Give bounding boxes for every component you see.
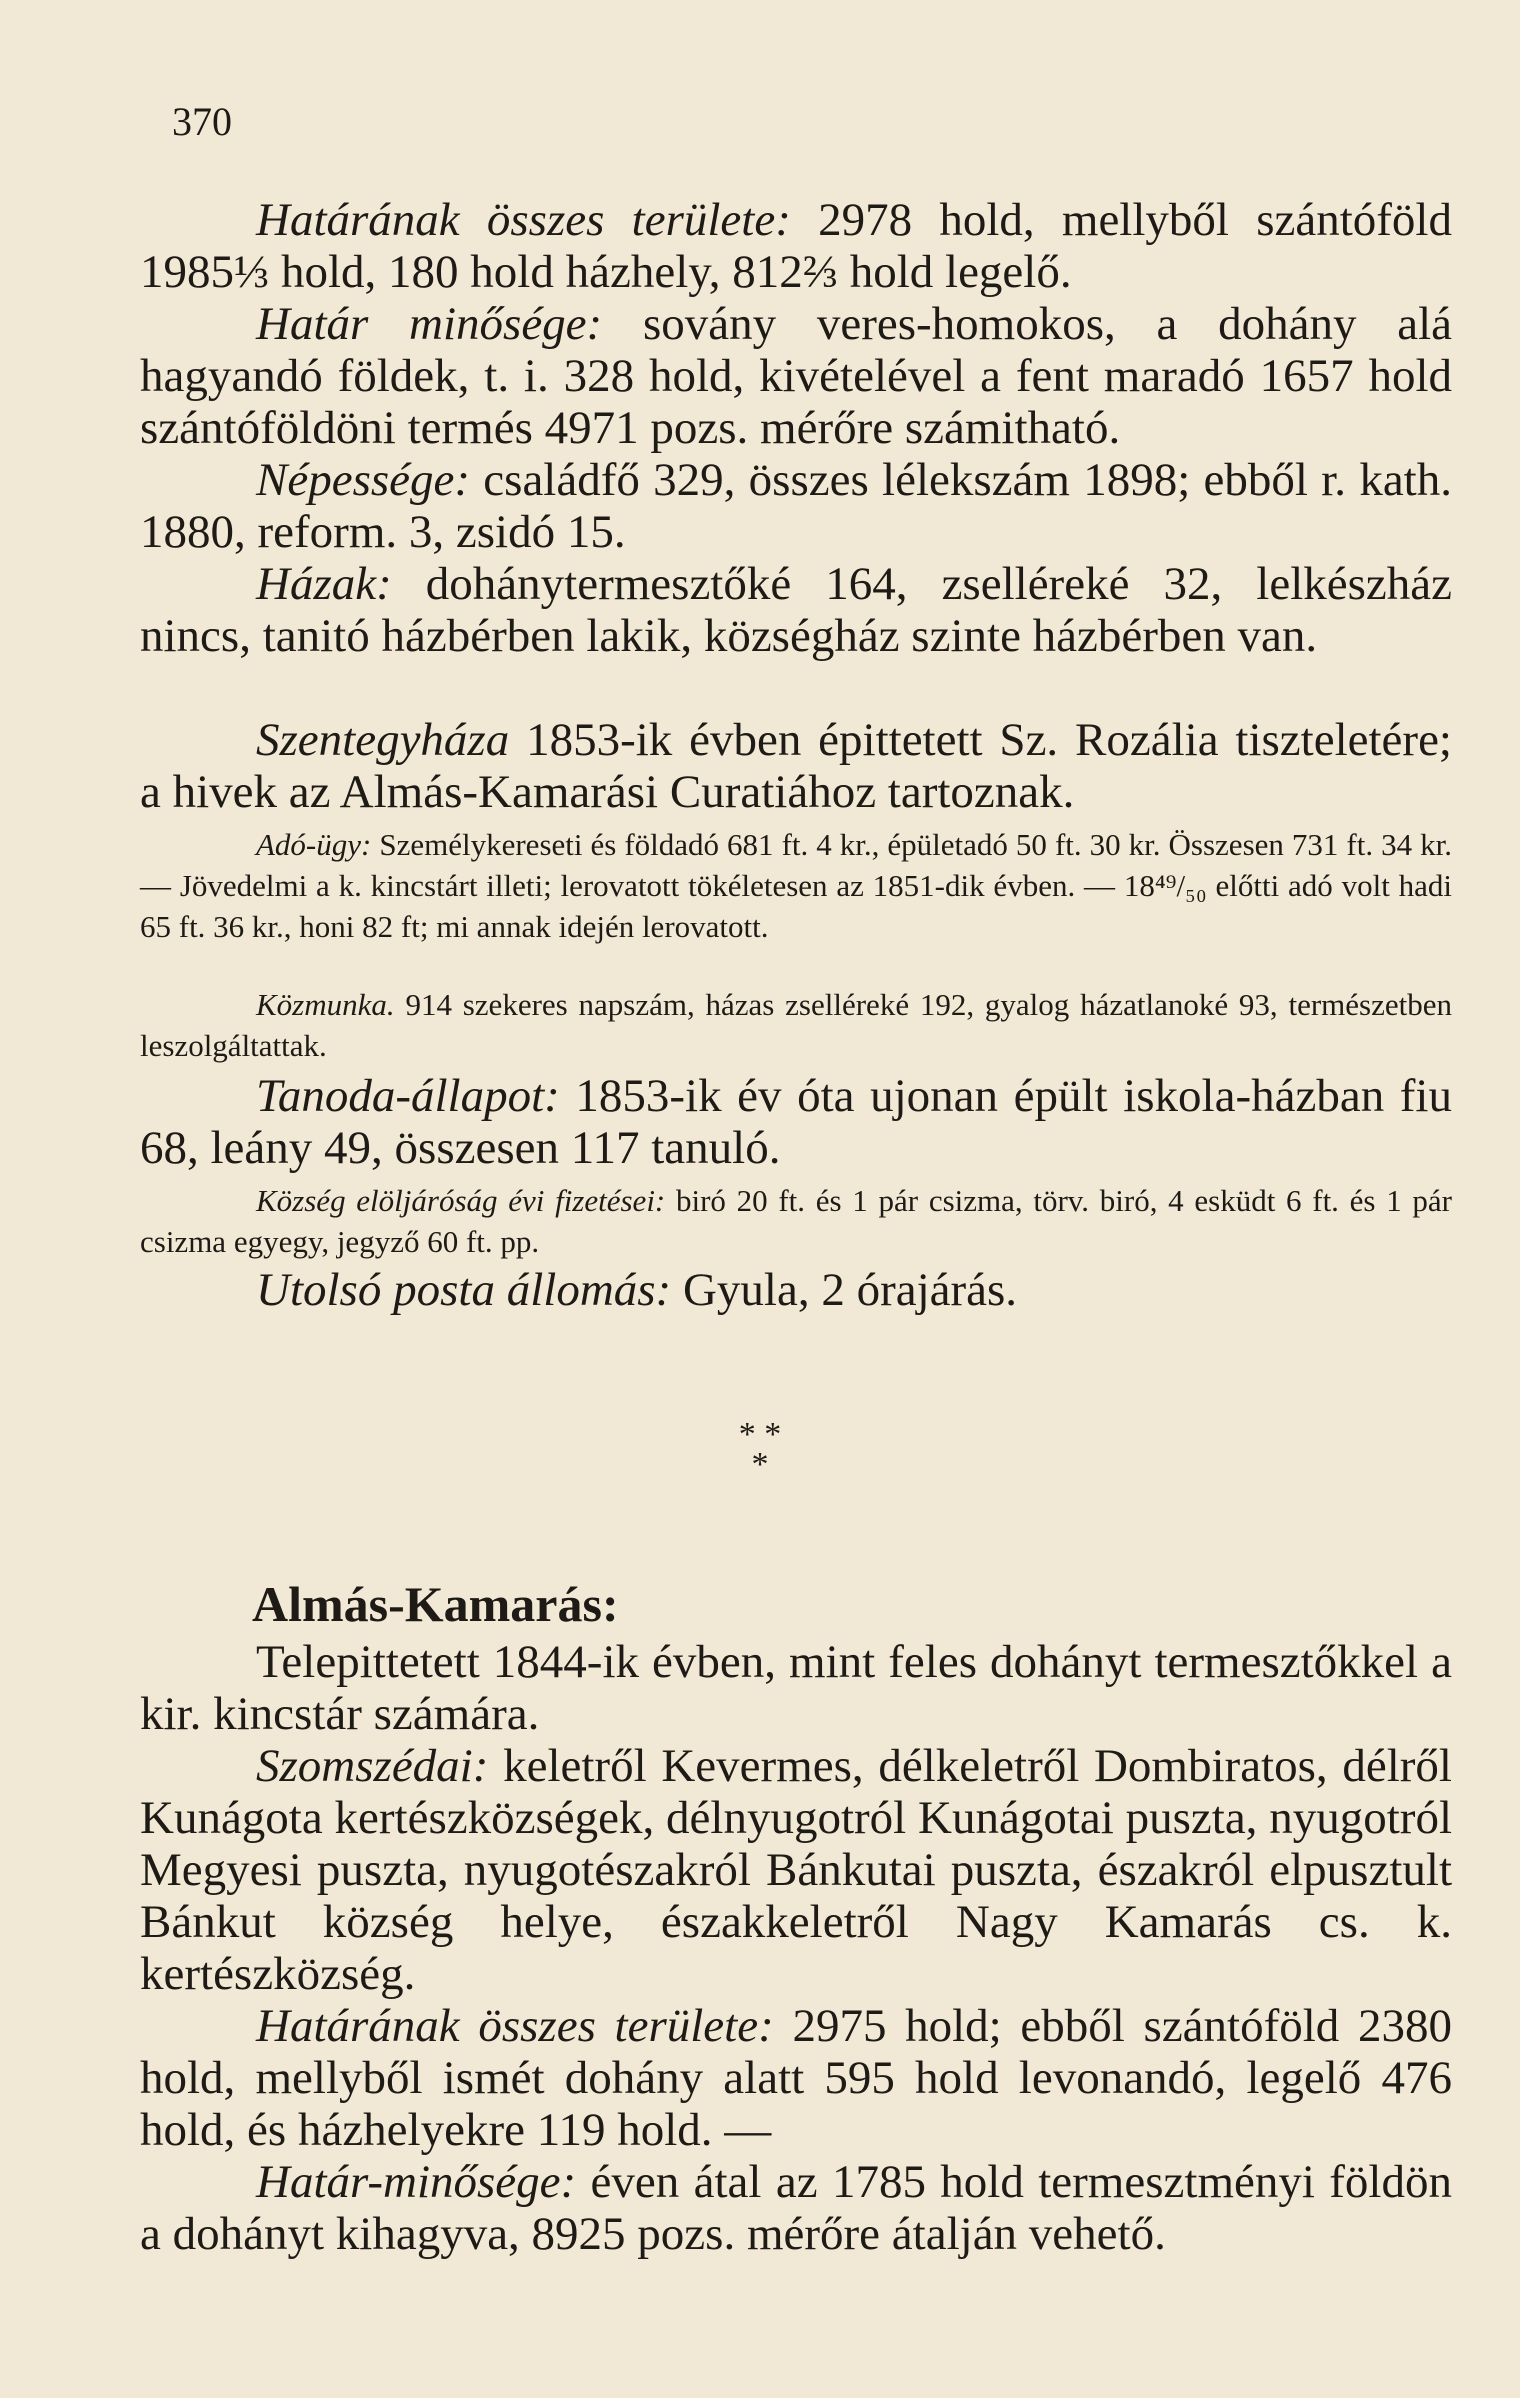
text-founded: Telepittetett 1844-ik évben, mint feles dohányt termesztőkkel a kir. kincstár számára. (140, 1636, 1452, 1740)
label-neighbours: Szomszédai: (256, 1740, 504, 1792)
text-tax: Személykereseti és földadó 681 ft. 4 kr., épületadó 50 ft. 30 kr. Összesen 731 ft. 34 kr. — Jövedelmi a k. kincstárt illeti; lerovatott tökéletesen az 1851-dik évben. — 18⁴⁹/₅₀ előtti adó volt hadi 65 ft. 36 kr., honi 82 ft; mi annak idején lerovatott. (140, 827, 1452, 944)
text-post: Gyula, 2 órajárás. (682, 1264, 1018, 1316)
section-heading: Almás-Kamarás: (252, 1576, 619, 1632)
paragraph-population (140, 454, 1452, 558)
separator-stars-bottom: * (751, 1446, 769, 1483)
label-quality-2: Határ-minősége: (256, 2156, 591, 2208)
label-church: Szentegyháza (256, 714, 527, 766)
label-tax: Adó-ügy: (256, 827, 380, 862)
text-neighbours: keletről Kevermes, délkeletről Dombiratos, délről Kunágota kertészközségek, délnyugotról Kunágotai puszta, nyugotról Megyesi puszta, nyugotészakról Bánkutai puszta, északról elpusztult Bánkut község helye, északkeletről Nagy Kamarás cs. k. kertészközség. (140, 1740, 1452, 2000)
label-quality-1: Határ minősége: (256, 298, 643, 350)
paragraph-church (140, 714, 1452, 818)
label-population: Népessége: (256, 454, 484, 506)
label-area-1: Határának összes területe: (256, 194, 819, 246)
paragraph-area-1 (140, 194, 1452, 298)
label-council: Község elöljáróság évi fizetései: (256, 1183, 676, 1218)
text-council: biró 20 ft. és 1 pár csizma, törv. biró, 4 esküdt 6 ft. és 1 pár csizma egyegy, jegyző 60 ft. pp. (140, 1183, 1452, 1259)
paragraph-post (140, 1264, 1452, 1316)
page-number: 370 (172, 99, 232, 144)
paragraph-council (140, 1180, 1452, 1262)
label-area-2: Határának összes területe: (256, 2000, 793, 2052)
text-area-1: 2978 hold, mellyből szántóföld 1985⅓ hold, 180 hold házhely, 812⅔ hold legelő. (140, 194, 1452, 298)
text-public-work: 914 szekeres napszám, házas zselléreké 192, gyalog házatlanoké 93, természetben leszolgáltattak. (140, 987, 1452, 1063)
separator-stars-top: * * (738, 1416, 782, 1453)
paragraph-founded (140, 1636, 1452, 1740)
paragraph-area-2 (140, 2000, 1452, 2156)
paragraph-neighbours (140, 1740, 1452, 2000)
paragraph-public-work (140, 984, 1452, 1066)
text-quality-2: éven átal az 1785 hold termesztményi földön a dohányt kihagyva, 8925 pozs. mérőre átalján vehető. (140, 2156, 1452, 2260)
paragraph-quality-1 (140, 298, 1452, 454)
paragraph-quality-2 (140, 2156, 1452, 2260)
paragraph-school (140, 1070, 1452, 1174)
paragraph-houses (140, 558, 1452, 662)
label-post: Utolsó posta állomás: (256, 1264, 683, 1316)
label-houses: Házak: (256, 558, 426, 610)
text-houses: dohánytermesztőké 164, zselléreké 32, lelkészház nincs, tanitó házbérben lakik, községház szinte házbérben van. (140, 558, 1452, 662)
text-church: 1853-ik évben épittetett Sz. Rozália tiszteletére; a hivek az Almás-Kamarási Curatiához tartoznak. (140, 714, 1452, 818)
label-school: Tanoda-állapot: (256, 1070, 576, 1122)
text-quality-1: sovány veres-homokos, a dohány alá hagyandó földek, t. i. 328 hold, kivételével a fent maradó 1657 hold szántóföldöni termés 4971 pozs. mérőre számitható. (140, 298, 1452, 454)
paragraph-tax (140, 824, 1452, 947)
text-school: 1853-ik év óta ujonan épült iskola-házban fiu 68, leány 49, összesen 117 tanuló. (140, 1070, 1452, 1174)
text-population: családfő 329, összes lélekszám 1898; ebből r. kath. 1880, reform. 3, zsidó 15. (140, 454, 1452, 558)
text-area-2: 2975 hold; ebből szántóföld 2380 hold, mellyből ismét dohány alatt 595 hold levonandó, legelő 476 hold, és házhelyekre 119 hold. — (140, 2000, 1452, 2156)
label-public-work: Közmunka. (256, 987, 406, 1022)
